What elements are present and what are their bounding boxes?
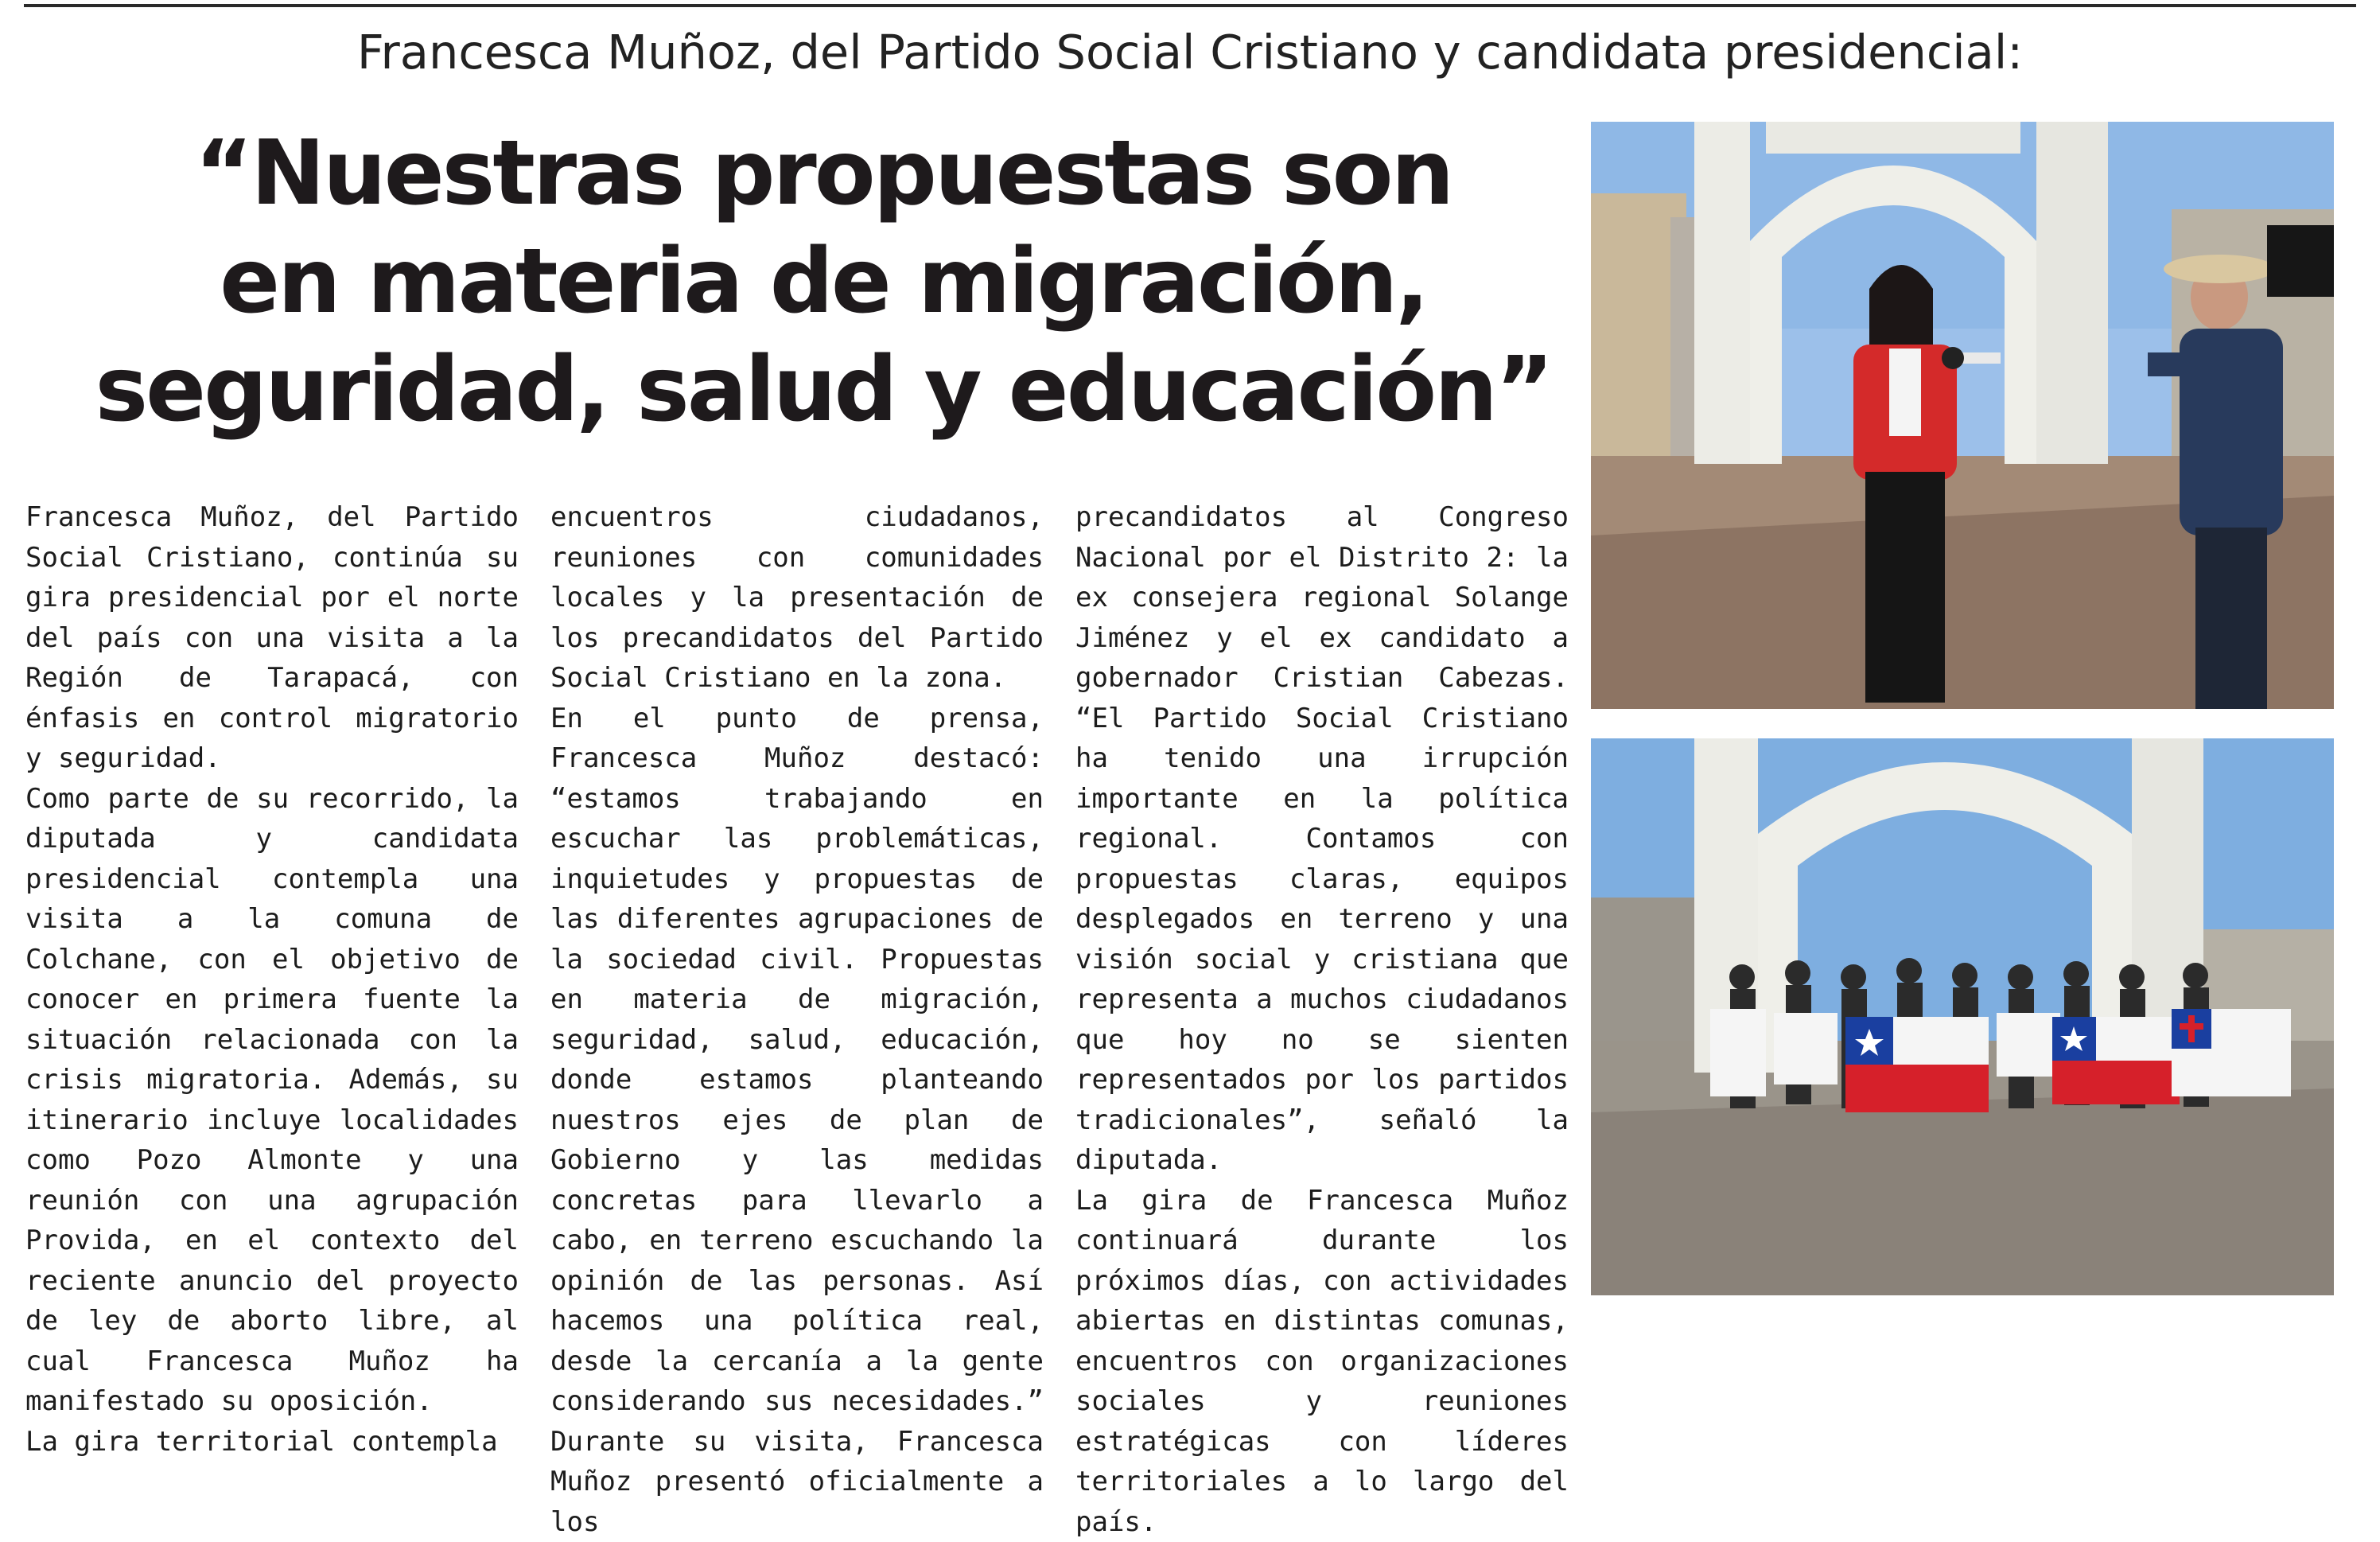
kicker: Francesca Muñoz, del Partido Social Cristiano y candidata presidencial: bbox=[0, 21, 2380, 84]
headline-line: en materia de migración, bbox=[72, 228, 1575, 336]
interview-illustration bbox=[1591, 122, 2334, 709]
paragraph: Como parte de su recorrido, la diputada y candidata presidencial contempla una visita a la comuna de Colchane, con el objetivo de conocer en primera fuente la situación relacionada con la crisis migratoria. Además, su itinerario incluye localidades como Pozo Almonte y una reunión con una agrupación Provida, en el contexto del reciente anuncio del proyecto de ley de aborto libre, al cual Francesca Muñoz ha manifestado su oposición. bbox=[25, 779, 519, 1422]
paragraph: La gira territorial contempla bbox=[25, 1422, 519, 1462]
paragraph: precandidatos al Congreso Nacional por el Distrito 2: la ex consejera regional Solange Jiménez y el ex candidato a gobernador Cristian Cabezas. “El Partido Social Cristiano ha tenido una irrupción importante en la política regional. Contamos con propuestas claras, equipos desplegados en terreno y una visión social y cristiana que representa a muchos ciudadanos que hoy no se sienten representados por los partidos tradicionales”, señaló la diputada. bbox=[1075, 497, 1569, 1181]
headline-line: seguridad, salud y educación” bbox=[72, 336, 1575, 444]
article-column-2 bbox=[550, 497, 1044, 1301]
group-flags-photo bbox=[1591, 738, 2334, 1295]
top-rule bbox=[24, 4, 2356, 7]
paragraph: encuentros ciudadanos, reuniones con comunidades locales y la presentación de los precandidatos del Partido Social Cristiano en la zona. bbox=[550, 497, 1044, 699]
headline-line: “Nuestras propuestas son bbox=[72, 119, 1575, 228]
paragraph: La gira de Francesca Muñoz continuará durante los próximos días, con actividades abiertas en distintas comunas, encuentros con organizaciones sociales y reuniones estratégicas con líderes territoriales a lo largo del país. bbox=[1075, 1181, 1569, 1542]
group-flags-illustration bbox=[1591, 738, 2334, 1295]
paragraph: En el punto de prensa, Francesca Muñoz destacó: “estamos trabajando en escuchar las problemáticas, inquietudes y propuestas de las diferentes agrupaciones de la sociedad civil. Propuestas en materia de migración, seguridad, salud, educación, donde estamos planteando nuestros ejes de plan de Gobierno y las medidas concretas para llevarlo a cabo, en terreno escuchando la opinión de las personas. Así hacemos una política real, desde la cercanía a la gente considerando sus necesidades.” Durante su visita, Francesca Muñoz presentó oficialmente a los bbox=[550, 699, 1044, 1542]
headline bbox=[72, 119, 1575, 444]
interview-photo bbox=[1591, 122, 2334, 709]
article-column-1 bbox=[25, 497, 519, 1301]
paragraph: Francesca Muñoz, del Partido Social Cristiano, continúa su gira presidencial por el norte del país con una visita a la Región de Tarapacá, con énfasis en control migratorio y seguridad. bbox=[25, 497, 519, 779]
article-column-3 bbox=[1075, 497, 1569, 1301]
